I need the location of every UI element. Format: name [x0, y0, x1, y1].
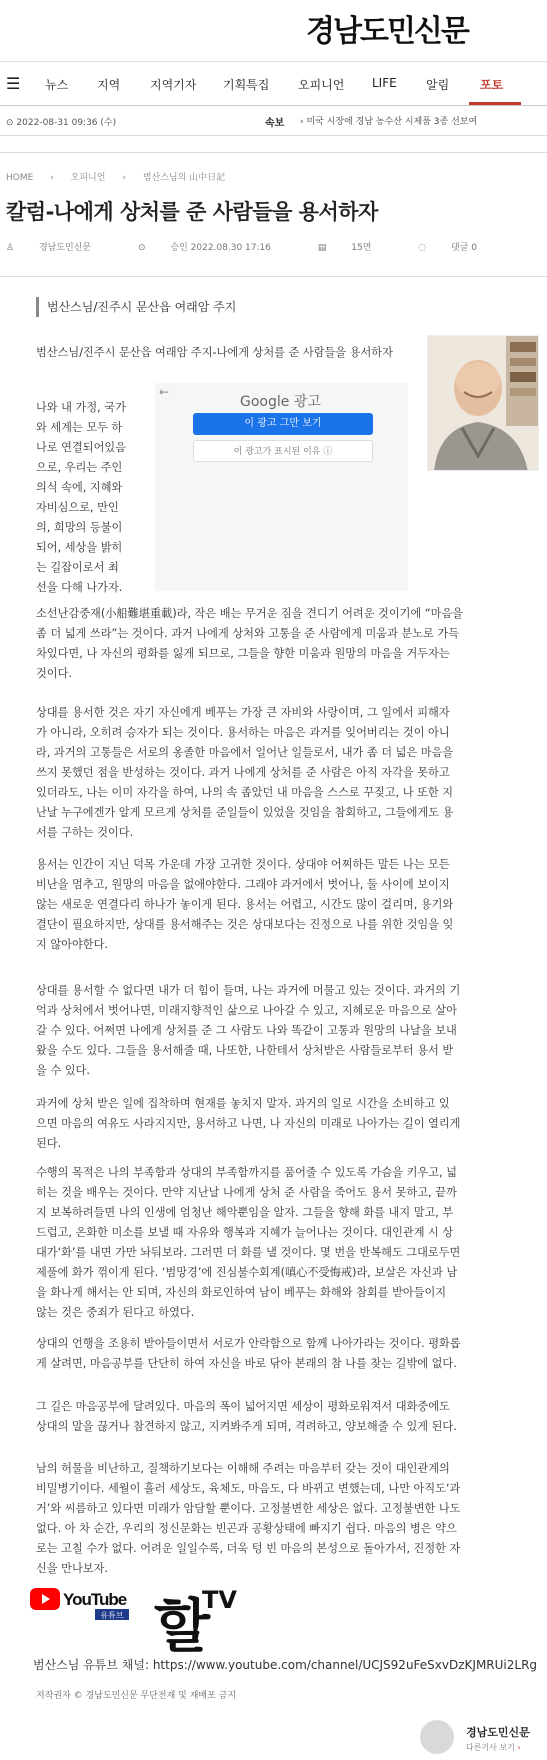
- clock-icon: ⊙: [138, 243, 146, 253]
- divider: [0, 276, 547, 277]
- text-line: 나와 내 가정, 국가: [36, 401, 126, 414]
- text-line: 되어, 세상을 밝히: [36, 541, 123, 554]
- article-subtitle: 범산스님/진주시 문산읍 여래암 주지: [36, 297, 236, 317]
- approved-time: [138, 243, 293, 253]
- text-line: 상대를 용서한 것은 자기 자신에게 베푸는 가장 큰 자비와 사랑이며, 그 일에서 피해자: [36, 706, 450, 719]
- text-line: 용서는 인간이 지닌 덕목 가운데 가장 고귀한 것이다. 상대야 어찌하든 말든 나는 모든: [36, 858, 450, 871]
- nav-item-life[interactable]: LIFE: [372, 76, 397, 90]
- google-ad: [155, 383, 408, 591]
- article-paragraph: [36, 1459, 541, 1579]
- chevron-right-icon: ›: [50, 173, 54, 183]
- text-line: 의식 속에, 지혜와: [36, 481, 123, 494]
- text-line: 결단이 필요하지만, 상대를 용서해주는 것은 상대보다는 진정으로 나를 위한 것임을 잊: [36, 918, 454, 931]
- breaking-headline[interactable]: [300, 114, 477, 127]
- text-line: 선을 다해 나가자.: [36, 581, 123, 594]
- reporter-name: 경남도민신문: [466, 1726, 530, 1739]
- active-tab-indicator: [469, 102, 521, 105]
- text-line: 왔을 수도 있다. 그들을 용서해줄 때, 나또한, 나한테서 상처받은 사람들로부터 용서 받: [36, 1044, 454, 1057]
- text-line: 가 아니라, 오히려 승자가 되는 것이다. 용서하는 마음은 과거를 잊어버리는 것이 아니: [36, 726, 450, 739]
- main-nav: [0, 62, 547, 106]
- youtube-badge: 유튜브: [100, 1611, 124, 1620]
- text-line: 갈 수 있다. 어쩌면 나에게 상처를 준 그 사람도 나와 똑같이 고통과 원망의 나날을 보내: [36, 1024, 457, 1037]
- back-arrow-icon[interactable]: ←: [159, 385, 170, 399]
- text-line: 라, 과거의 고통들은 서로의 옹졸한 마음에서 일어난 일들로서, 내가 좀 더 넓은 마음을: [36, 746, 454, 759]
- breadcrumb: [6, 170, 239, 183]
- comments-text[interactable]: 댓글 0: [451, 243, 478, 253]
- nav-item-region-reporter[interactable]: 지역기자: [150, 78, 197, 92]
- breadcrumb-section[interactable]: 범산스님의 山中日記: [142, 173, 226, 183]
- article-title: 칼럼-나에게 상처를 준 사람들을 용서하자: [6, 200, 378, 224]
- text-line: 비난을 멈추고, 원망의 마음을 없애야한다. 그래야 과거에서 벗어나, 둘 사이에 보이지: [36, 878, 450, 891]
- text-line: 와 세계는 모두 하: [36, 421, 123, 434]
- text-line: 대가‘화’를 내면 가만 놔둬보라. 그러면 더 화를 낼 것이다. 몇 번을 반복해도 그대로두면: [36, 1246, 461, 1259]
- text-line: 된다.: [36, 1137, 62, 1150]
- youtube-word: YouTube: [63, 1590, 127, 1609]
- text-line: 차있다면, 나 자신의 평화를 잃게 되므로, 그들을 향한 미움과 원망의 마음을 거두자는: [36, 647, 450, 660]
- comment-icon: ◌: [418, 243, 427, 253]
- nav-item-news[interactable]: 뉴스: [45, 78, 69, 92]
- breaking-label: 속보: [265, 118, 285, 129]
- text-line: 남의 허물을 비난하고, 질책하기보다는 이해해 주려는 마음부터 갖는 것이 대인관계의: [36, 1462, 450, 1475]
- text-line: 수행의 목적은 나의 부족함과 상대의 부족함까지를 품어줄 수 있도록 가슴을 키우고, 넓: [36, 1166, 457, 1179]
- text-line: 있더라도, 나는 이미 자각을 하여, 나의 속 좁았던 내 마음을 스스로 꾸짖고, 나 또한 지: [36, 786, 454, 799]
- page-number: [318, 243, 394, 253]
- nav-item-notice[interactable]: 알림: [426, 78, 450, 92]
- hal-tv-logo: [150, 1582, 240, 1654]
- page-number-text: 15면: [351, 243, 372, 253]
- text-line: 자비심으로, 만인: [36, 501, 119, 514]
- text-line: 드럽고, 온화한 미소를 보낼 때 자유와 행복과 지혜가 늘어나는 것이다. 대인관계 시 상: [36, 1226, 454, 1239]
- text-line: 로는 고칠 수가 없다. 어려운 일일수록, 더욱 텅 빈 마음의 본성으로 돌아가서, 진정한 자: [36, 1542, 461, 1555]
- author-photo: [427, 335, 539, 471]
- copyright-notice: 저작권자 © 경남도민신문 무단전재 및 재배포 금지: [36, 1691, 237, 1701]
- article-paragraph: [36, 1334, 541, 1374]
- text-line: 서를 구하는 것이다.: [36, 826, 134, 839]
- text-line: 않는 새로운 연결다리 하나가 놓이게 된다. 용서는 어렵고, 시간도 많이 걸리며, 용기와: [36, 898, 454, 911]
- text-line: 과거에 상처 받은 일에 집착하며 현재를 놓치지 말자. 과거의 일로 시간을 소비하고 있: [36, 1097, 450, 1110]
- text-line: 는 길잡이로서 최: [36, 561, 119, 574]
- text-line: 없다. 아 차 순간, 우리의 정신문화는 빈곤과 공황상태에 빠지기 쉽다. 마음의 병은 약으: [36, 1522, 457, 1535]
- text-line: 을 수 있다.: [36, 1064, 90, 1077]
- youtube-logo[interactable]: [30, 1586, 133, 1620]
- text-line: 쓰지 못했던 점을 반성하는 것이다. 과거 나에게 상처를 준 사람은 아직 자각을 못하고: [36, 766, 450, 779]
- nav-item-photo[interactable]: 포토: [480, 78, 504, 92]
- article-paragraph: [36, 855, 541, 955]
- author-name: 경남도민신문: [38, 243, 92, 253]
- hamburger-menu-icon[interactable]: ☰: [6, 74, 21, 93]
- text-line: 제풀에 화가 꺾이게 된다. ‘범망경’에 진심불수회계(嗔心不受悔戒)라, 보살은 자신과 남: [36, 1266, 458, 1279]
- breadcrumb-home[interactable]: HOME: [6, 173, 34, 183]
- article-paragraph: [36, 604, 541, 684]
- other-articles-link[interactable]: [466, 1742, 521, 1753]
- nav-item-region[interactable]: 지역: [97, 78, 121, 92]
- avatar: [420, 1720, 454, 1754]
- text-line: 으면 마음의 여유도 사라지지만, 용서하고 나면, 나 자신의 미래로 나아가는 길이 열리게: [36, 1117, 461, 1130]
- text-line: 그 길은 마음공부에 달려있다. 마음의 폭이 넓어지면 세상이 평화로워져서 대화중에도: [36, 1400, 450, 1413]
- article-paragraph: [36, 1094, 541, 1154]
- text-line: 을 화나게 해서는 안 되며, 자신의 화로인하여 남이 베푸는 화해와 참회를 받아들이지: [36, 1286, 447, 1299]
- reporter-box[interactable]: [420, 1720, 540, 1756]
- article-paragraph: [36, 981, 541, 1081]
- chevron-right-icon: ›: [122, 173, 126, 183]
- user-icon: ♙: [6, 243, 15, 253]
- breadcrumb-opinion[interactable]: 오피니언: [70, 173, 106, 183]
- text-line: 소선난감중재(小船難堪重載)라, 작은 배는 무거운 짐을 견디기 어려운 것이기에 “마음을: [36, 607, 464, 620]
- text-line: 난날 누구에겐가 알게 모르게 상처를 준일들이 있었을 것임을 참회하고, 그들에게도 용: [36, 806, 454, 819]
- text-line: 것이다.: [36, 667, 72, 680]
- text-line: 좀 더 넓게 쓰라”는 것이다. 과거 나에게 상처와 고통을 준 사람에게 미움과 분노로 가득: [36, 627, 460, 640]
- header: [0, 0, 547, 62]
- other-articles-text[interactable]: 다른기사 보기: [466, 1743, 515, 1752]
- ticker-bar: [0, 106, 547, 136]
- why-ad-button[interactable]: 이 광고가 표시된 이유 ⓘ: [193, 440, 373, 462]
- text-line: 지 보복하려들면 나의 인생에 엄청난 해악뿐임을 알자. 그들을 향해 화를 내지 말고, 부: [36, 1206, 454, 1219]
- text-line: 게 살려면, 마음공부를 단단히 하여 자신을 바로 닦아 본래의 참 나를 찾는 길밖에 없다.: [36, 1357, 457, 1370]
- text-line: 으로, 우리는 주인: [36, 461, 123, 474]
- breaking-headline-text[interactable]: 미국 시장에 경남 농수산 시제품 3종 선보여: [306, 117, 478, 127]
- site-logo[interactable]: 경남도민신문: [306, 14, 468, 49]
- document-icon: ▤: [317, 243, 327, 253]
- comments-count[interactable]: [418, 243, 499, 253]
- text-line: 상대의 말을 끊거나 참견하지 않고, 지켜봐주게 되며, 격려하고, 양보해줄 수 있게 된다.: [36, 1420, 457, 1433]
- chevron-right-icon: ›: [300, 117, 304, 127]
- text-line: 비밀병기이다. 세월이 흘러 세상도, 육체도, 마음도, 다 바뀌고 변했는데, 나만 아직도‘과: [36, 1482, 461, 1495]
- text-line: 않는 것은 중죄가 된다고 하였다.: [36, 1306, 195, 1319]
- text-line: 히는 것을 배우는 것이다. 만약 지난날 나에게 상처 준 사람을 죽어도 용서 못하고, 끝까: [36, 1186, 457, 1199]
- article-paragraph: [36, 1397, 541, 1437]
- youtube-channel-link[interactable]: 범산스님 유튜브 채널: https://www.youtube.com/channel/UCJS92uFeSxvDzKJMRUi2LRg: [33, 1658, 538, 1672]
- text-line: 의, 희망의 등불이: [36, 521, 123, 534]
- text-line: 거’와 씨름하고 있다면 미래가 암담할 뿐이다. 고정불변한 세상은 없다. 고정불변한 나도: [36, 1502, 461, 1515]
- stop-ad-button[interactable]: 이 광고 그만 보기: [193, 413, 373, 435]
- article-paragraph: [36, 1163, 541, 1323]
- approved-text: 승인 2022.08.30 17:16: [170, 243, 271, 253]
- nav-item-opinion[interactable]: 오피니언: [298, 78, 345, 92]
- hal-character: 할: [154, 1592, 211, 1654]
- date-text: 2022-08-31 09:36 (수): [16, 118, 117, 128]
- tv-text: TV: [202, 1586, 237, 1614]
- intro-paragraph: [36, 398, 152, 598]
- divider: [0, 152, 547, 153]
- author: [6, 243, 113, 253]
- chevron-right-icon: ›: [517, 1743, 521, 1752]
- google-ad-label: Google 광고: [240, 394, 321, 410]
- text-line: 신을 만나보자.: [36, 1562, 108, 1575]
- text-line: 상대를 용서할 수 없다면 내가 더 힘이 들며, 나는 과거에 머물고 있는 것이다. 과거의 기: [36, 984, 461, 997]
- article-paragraph: [36, 703, 541, 843]
- text-line: 지 않아야한다.: [36, 938, 108, 951]
- monk-portrait: [428, 336, 539, 471]
- article-meta: [6, 240, 521, 253]
- text-line: 상대의 언행을 조용히 받아들이면서 서로가 안락함으로 함께 나아가라는 것이다. 평화롭: [36, 1337, 461, 1350]
- article-lead: 범산스님/진주시 문산읍 여래암 주지-나에게 상처를 준 사람들을 용서하자: [36, 346, 393, 359]
- text-line: 나로 연결되어있음: [36, 441, 127, 454]
- text-line: 억과 상처에서 벗어나면, 미래지향적인 삶으로 나아갈 수 있고, 지혜로운 마음으로 살아: [36, 1004, 457, 1017]
- clock-icon: ⊙: [6, 118, 14, 128]
- nav-item-features[interactable]: 기획특집: [223, 78, 270, 92]
- current-date: [6, 115, 116, 128]
